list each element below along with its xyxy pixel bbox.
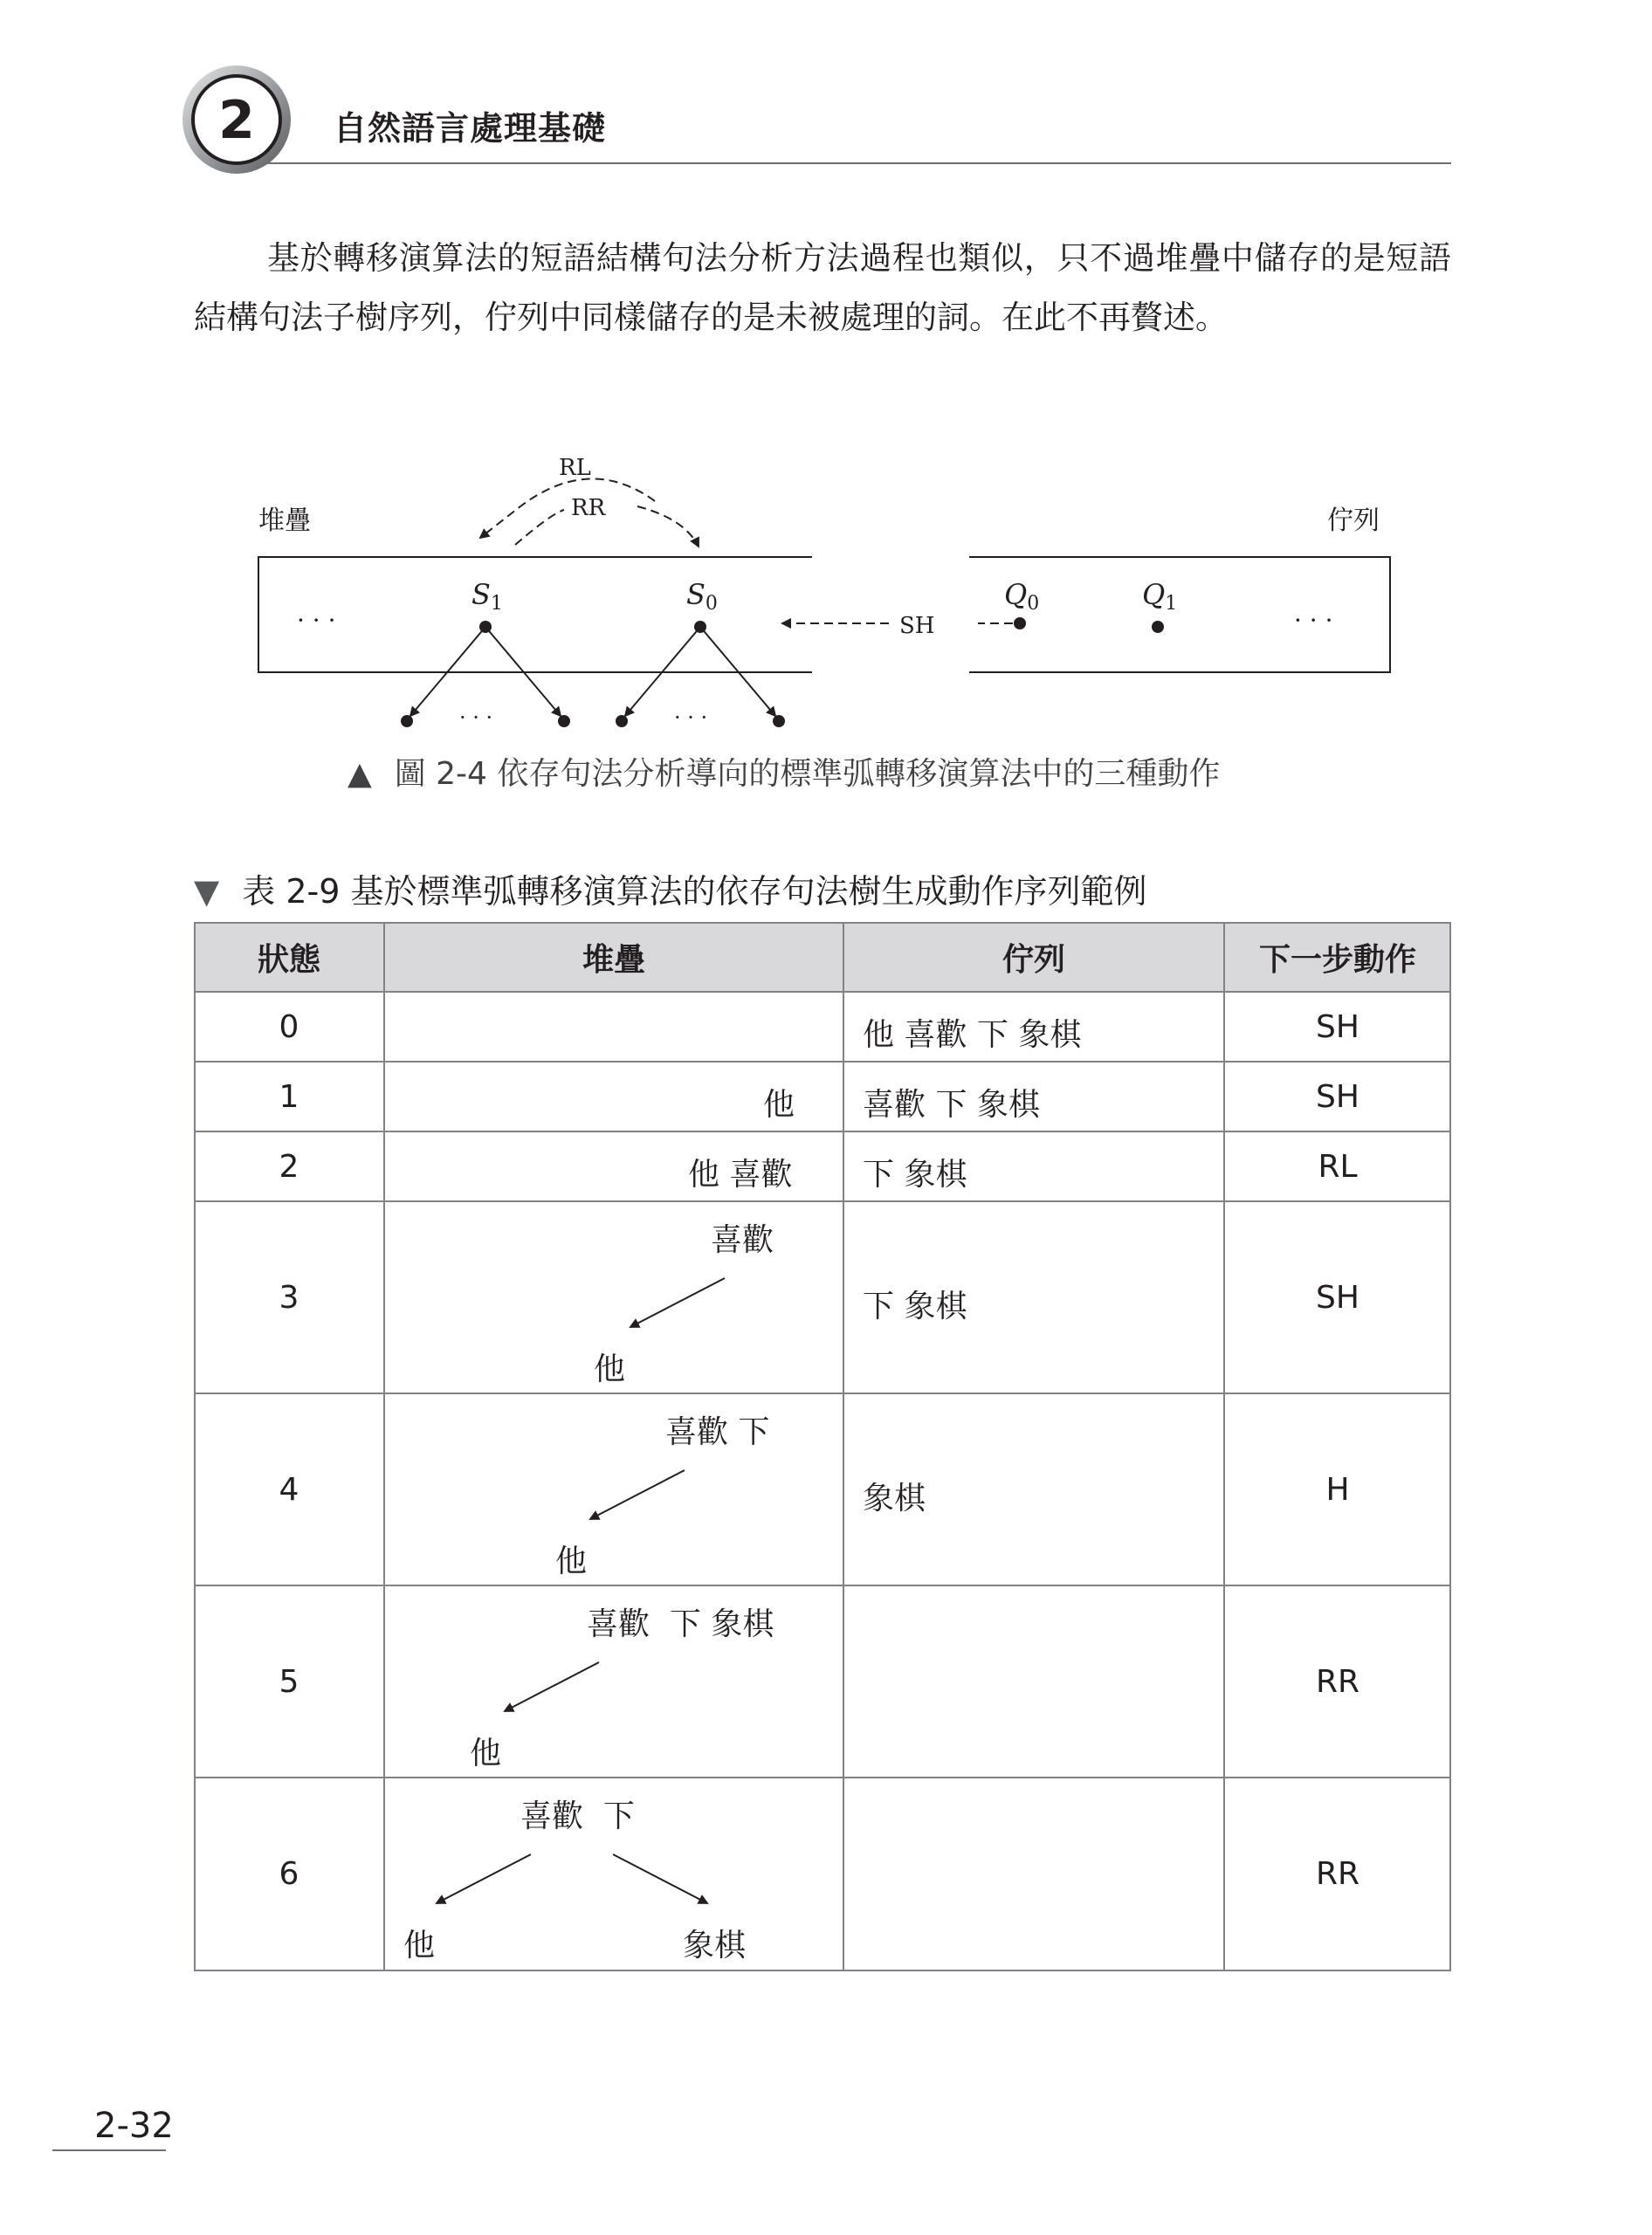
s1-right-child bbox=[558, 715, 570, 727]
row-3-state: 3 bbox=[279, 1279, 299, 1316]
q0-label: Q0 bbox=[1004, 578, 1040, 615]
rr-arc bbox=[515, 506, 699, 547]
stack-box bbox=[258, 557, 812, 672]
row-2-action: RL bbox=[1318, 1148, 1358, 1185]
figure-caption-text: 圖 2-4 依存句法分析導向的標準弧轉移演算法中的三種動作 bbox=[394, 756, 1221, 792]
body-paragraph bbox=[194, 229, 1451, 347]
table-caption-text: 表 2-9 基於標準弧轉移演算法的依存句法樹生成動作序列範例 bbox=[242, 872, 1147, 911]
row-2-queue: 下 象棋 bbox=[863, 1157, 967, 1193]
row-4-left-arc bbox=[573, 1463, 695, 1533]
row-2-stack: 他 喜歡 bbox=[688, 1157, 793, 1193]
q0-node bbox=[1014, 617, 1026, 629]
row-4-state: 4 bbox=[279, 1471, 299, 1508]
row-4-queue: 象棋 bbox=[863, 1481, 926, 1516]
caption-triangle-up-icon: ▲ bbox=[348, 756, 372, 792]
paragraph-text: 基於轉移演算法的短語結構句法分析方法過程也類似，只不過堆疊中儲存的是短語結構句法子樹序列，佇列中同樣儲存的是未被處理的詞。在此不再贅述。 bbox=[194, 239, 1451, 336]
sh-label: SH bbox=[899, 613, 935, 639]
s1-left-child bbox=[401, 715, 413, 727]
page-number: 2-32 bbox=[94, 2106, 174, 2146]
chapter-badge bbox=[180, 63, 293, 176]
figure-arc-standard-actions bbox=[253, 454, 1406, 742]
row-6-stack-right-dependent: 象棋 bbox=[683, 1928, 747, 1963]
row-6-right-arc bbox=[602, 1847, 725, 1917]
queue-label: 佇列 bbox=[1327, 505, 1380, 536]
s1-label: S1 bbox=[472, 578, 503, 615]
stack-label: 堆疊 bbox=[258, 505, 311, 536]
figure-caption bbox=[348, 749, 1220, 794]
s0-label: S0 bbox=[686, 578, 718, 615]
row-0-action: SH bbox=[1316, 1008, 1359, 1045]
row-3-stack-head: 喜歡 bbox=[711, 1222, 774, 1258]
rl-arc bbox=[480, 478, 655, 538]
caption-triangle-down-icon: ▼ bbox=[194, 872, 220, 911]
row-0-state: 0 bbox=[279, 1008, 299, 1045]
row-2-state: 2 bbox=[279, 1148, 299, 1185]
stack-ellipsis: · · · bbox=[297, 606, 336, 635]
row-1-queue: 喜歡 下 象棋 bbox=[863, 1087, 1040, 1123]
s1-subtree-ellipsis: · · · bbox=[459, 705, 493, 730]
row-6-stack-head: 喜歡 下 bbox=[520, 1798, 635, 1834]
s0-right-child bbox=[773, 715, 785, 727]
action-sequence-table bbox=[194, 922, 1451, 1971]
row-4-action: H bbox=[1325, 1471, 1350, 1508]
row-4-stack-dependent: 他 bbox=[555, 1544, 588, 1579]
s0-subtree-ellipsis: · · · bbox=[674, 705, 708, 730]
header-queue: 佇列 bbox=[843, 922, 1224, 992]
q1-label: Q1 bbox=[1142, 578, 1178, 615]
row-5-left-arc bbox=[487, 1655, 609, 1725]
header-stack: 堆疊 bbox=[384, 922, 843, 992]
row-6-action: RR bbox=[1315, 1855, 1360, 1892]
header-rule bbox=[262, 162, 1451, 164]
queue-ellipsis: · · · bbox=[1294, 606, 1333, 635]
row-6-stack-left-dependent: 他 bbox=[403, 1928, 436, 1963]
chapter-title: 自然語言處理基礎 bbox=[334, 109, 607, 148]
row-5-action: RR bbox=[1315, 1663, 1360, 1700]
header-next-action: 下一步動作 bbox=[1224, 922, 1451, 992]
rr-label: RR bbox=[571, 495, 606, 521]
header-state: 狀態 bbox=[194, 922, 384, 992]
footer-rule bbox=[52, 2149, 166, 2151]
row-1-stack: 他 bbox=[763, 1087, 795, 1123]
row-3-left-arc bbox=[613, 1271, 735, 1341]
row-3-action: SH bbox=[1316, 1279, 1359, 1316]
table-caption bbox=[194, 864, 1146, 912]
row-3-queue: 下 象棋 bbox=[863, 1289, 967, 1324]
row-0-queue: 他 喜歡 下 象棋 bbox=[863, 1017, 1082, 1053]
row-4-stack-head: 喜歡 下 bbox=[665, 1414, 770, 1450]
row-5-stack-dependent: 他 bbox=[470, 1736, 502, 1771]
chapter-number: 2 bbox=[218, 90, 255, 151]
rl-label: RL bbox=[559, 455, 591, 481]
s0-left-child bbox=[616, 715, 628, 727]
row-5-stack-head: 喜歡 下 象棋 bbox=[587, 1606, 774, 1642]
row-1-state: 1 bbox=[279, 1078, 299, 1115]
row-6-state: 6 bbox=[279, 1855, 299, 1892]
row-1-action: SH bbox=[1316, 1078, 1359, 1115]
row-3-stack-dependent: 他 bbox=[594, 1351, 626, 1387]
row-5-state: 5 bbox=[279, 1663, 299, 1700]
row-6-left-arc bbox=[419, 1847, 541, 1917]
q1-node bbox=[1152, 621, 1164, 633]
